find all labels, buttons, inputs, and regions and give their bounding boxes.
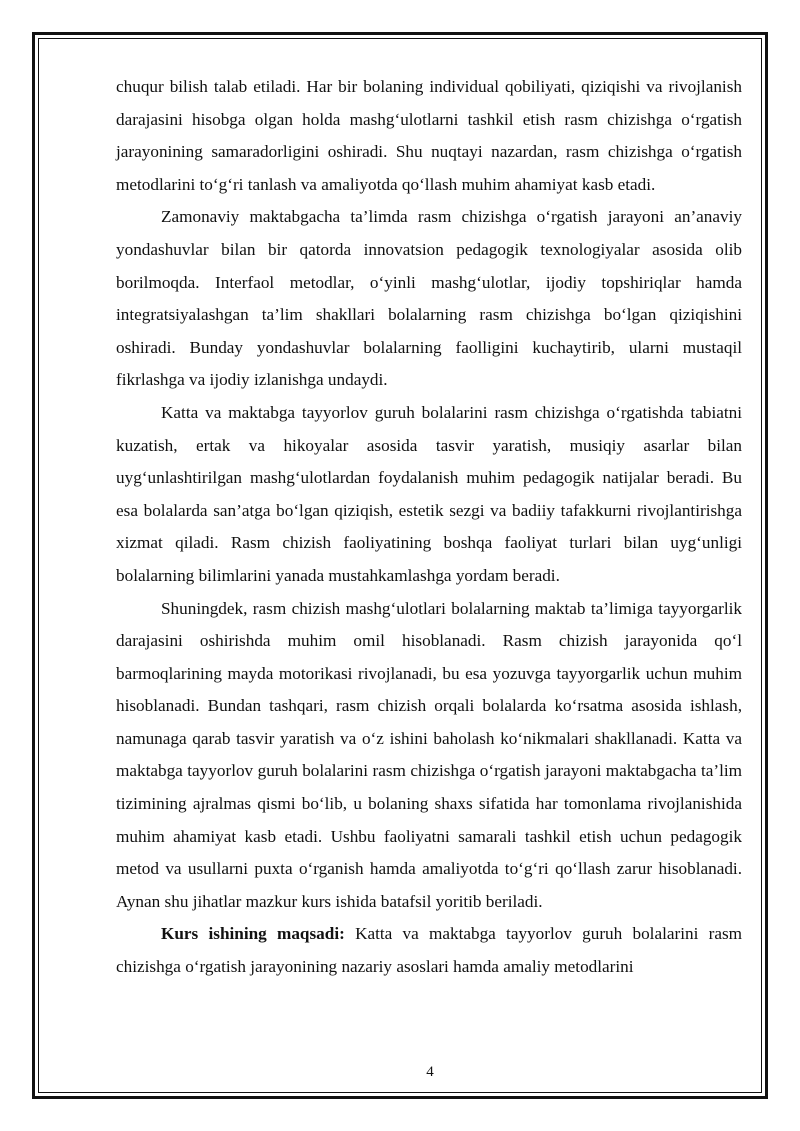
paragraph-nature-observation: Katta va maktabga tayyorlov guruh bolalarini rasm chizishga o‘rgatishda tabiatni kuzatish, ertak va hikoyalar asosida tasvir yaratish, musiqiy asarlar bilan uyg‘unlashtirilgan mashg‘ulotlardan foydalanish muhim pedagogik natijalar beradi. Bu esa bolalarda san’atga bo‘lgan qiziqish, estetik sezgi va badiiy tafakkurni rivojlantirishga xizmat qiladi. Rasm chizish faoliyatining boshqa faoliyat turlari bilan uyg‘unligi bolalarning bilimlarini yanada mustahkamlashga yordam beradi. bbox=[116, 402, 742, 585]
page-number: 4 bbox=[426, 1064, 434, 1080]
goal-text: Katta va maktabga tayyorlov guruh bolalarini rasm chizishga o‘rgatish jarayonining nazariy asoslari hamda amaliy metodlarini bbox=[116, 924, 743, 977]
goal-heading: Kurs ishining maqsadi: bbox=[161, 924, 345, 944]
paragraph-modern-education: Zamonaviy maktabgacha ta’limda rasm chizishga o‘rgatish jarayoni an’anaviy yondashuvlar bilan bir qatorda innovatsion pedagogik texnologiyalar asosida olib borilmoqda. Interfaol metodlar, o‘yinli mashg‘ulotlar, ijodiy topshiriqlar hamda integratsiyalashgan ta’lim shakllari bolalarning rasm chizishga bo‘lgan qiziqishini oshiradi. Bunday yondashuvlar bolalarning faolligini kuchaytirib, ularni mustaqil fikrlashga va ijodiy izlanishga undaydi. bbox=[116, 207, 742, 390]
paragraph-continuation: chuqur bilish talab etiladi. Har bir bolaning individual qobiliyati, qiziqishi va rivojlanish darajasini hisobga olgan holda mashg‘ulotlarni tashkil etish rasm chizishga o‘rgatish jarayonining samaradorligini oshiradi. Shu nuqtayi nazardan, rasm chizishga o‘rgatish metodlarini to‘g‘ri tanlash va amaliyotda qo‘llash muhim ahamiyat kasb etadi. bbox=[116, 77, 742, 194]
paragraph-school-readiness: Shuningdek, rasm chizish mashg‘ulotlari bolalarning maktab ta’limiga tayyorgarlik darajasini oshirishda muhim omil hisoblanadi. Rasm chizish jarayonida qo‘l barmoqlarining mayda motorikasi rivojlanadi, bu esa yozuvga tayyorgarlik uchun muhim hisoblanadi. Bundan tashqari, rasm chizish orqali bolalarda ko‘rsatma asosida ishlash, namunaga qarab tasvir yaratish va o‘z ishini baholash ko‘nikmalari shakllanadi. Katta va maktabga tayyorlov guruh bolalarini rasm chizishga o‘rgatish jarayoni maktabgacha ta’lim tizimining ajralmas qismi bo‘lib, u bolaning shaxs sifatida har tomonlama rivojlanishida muhim ahamiyat kasb etadi. Ushbu faoliyatni samarali tashkil etish uchun pedagogik metod va usullarni puxta o‘rganish hamda amaliyotda to‘g‘ri qo‘llash zarur hisoblanadi. Aynan shu jihatlar mazkur kurs ishida batafsil yoritib beriladi. bbox=[116, 598, 742, 911]
document-body bbox=[116, 71, 742, 984]
paragraph-course-goal bbox=[116, 918, 742, 983]
